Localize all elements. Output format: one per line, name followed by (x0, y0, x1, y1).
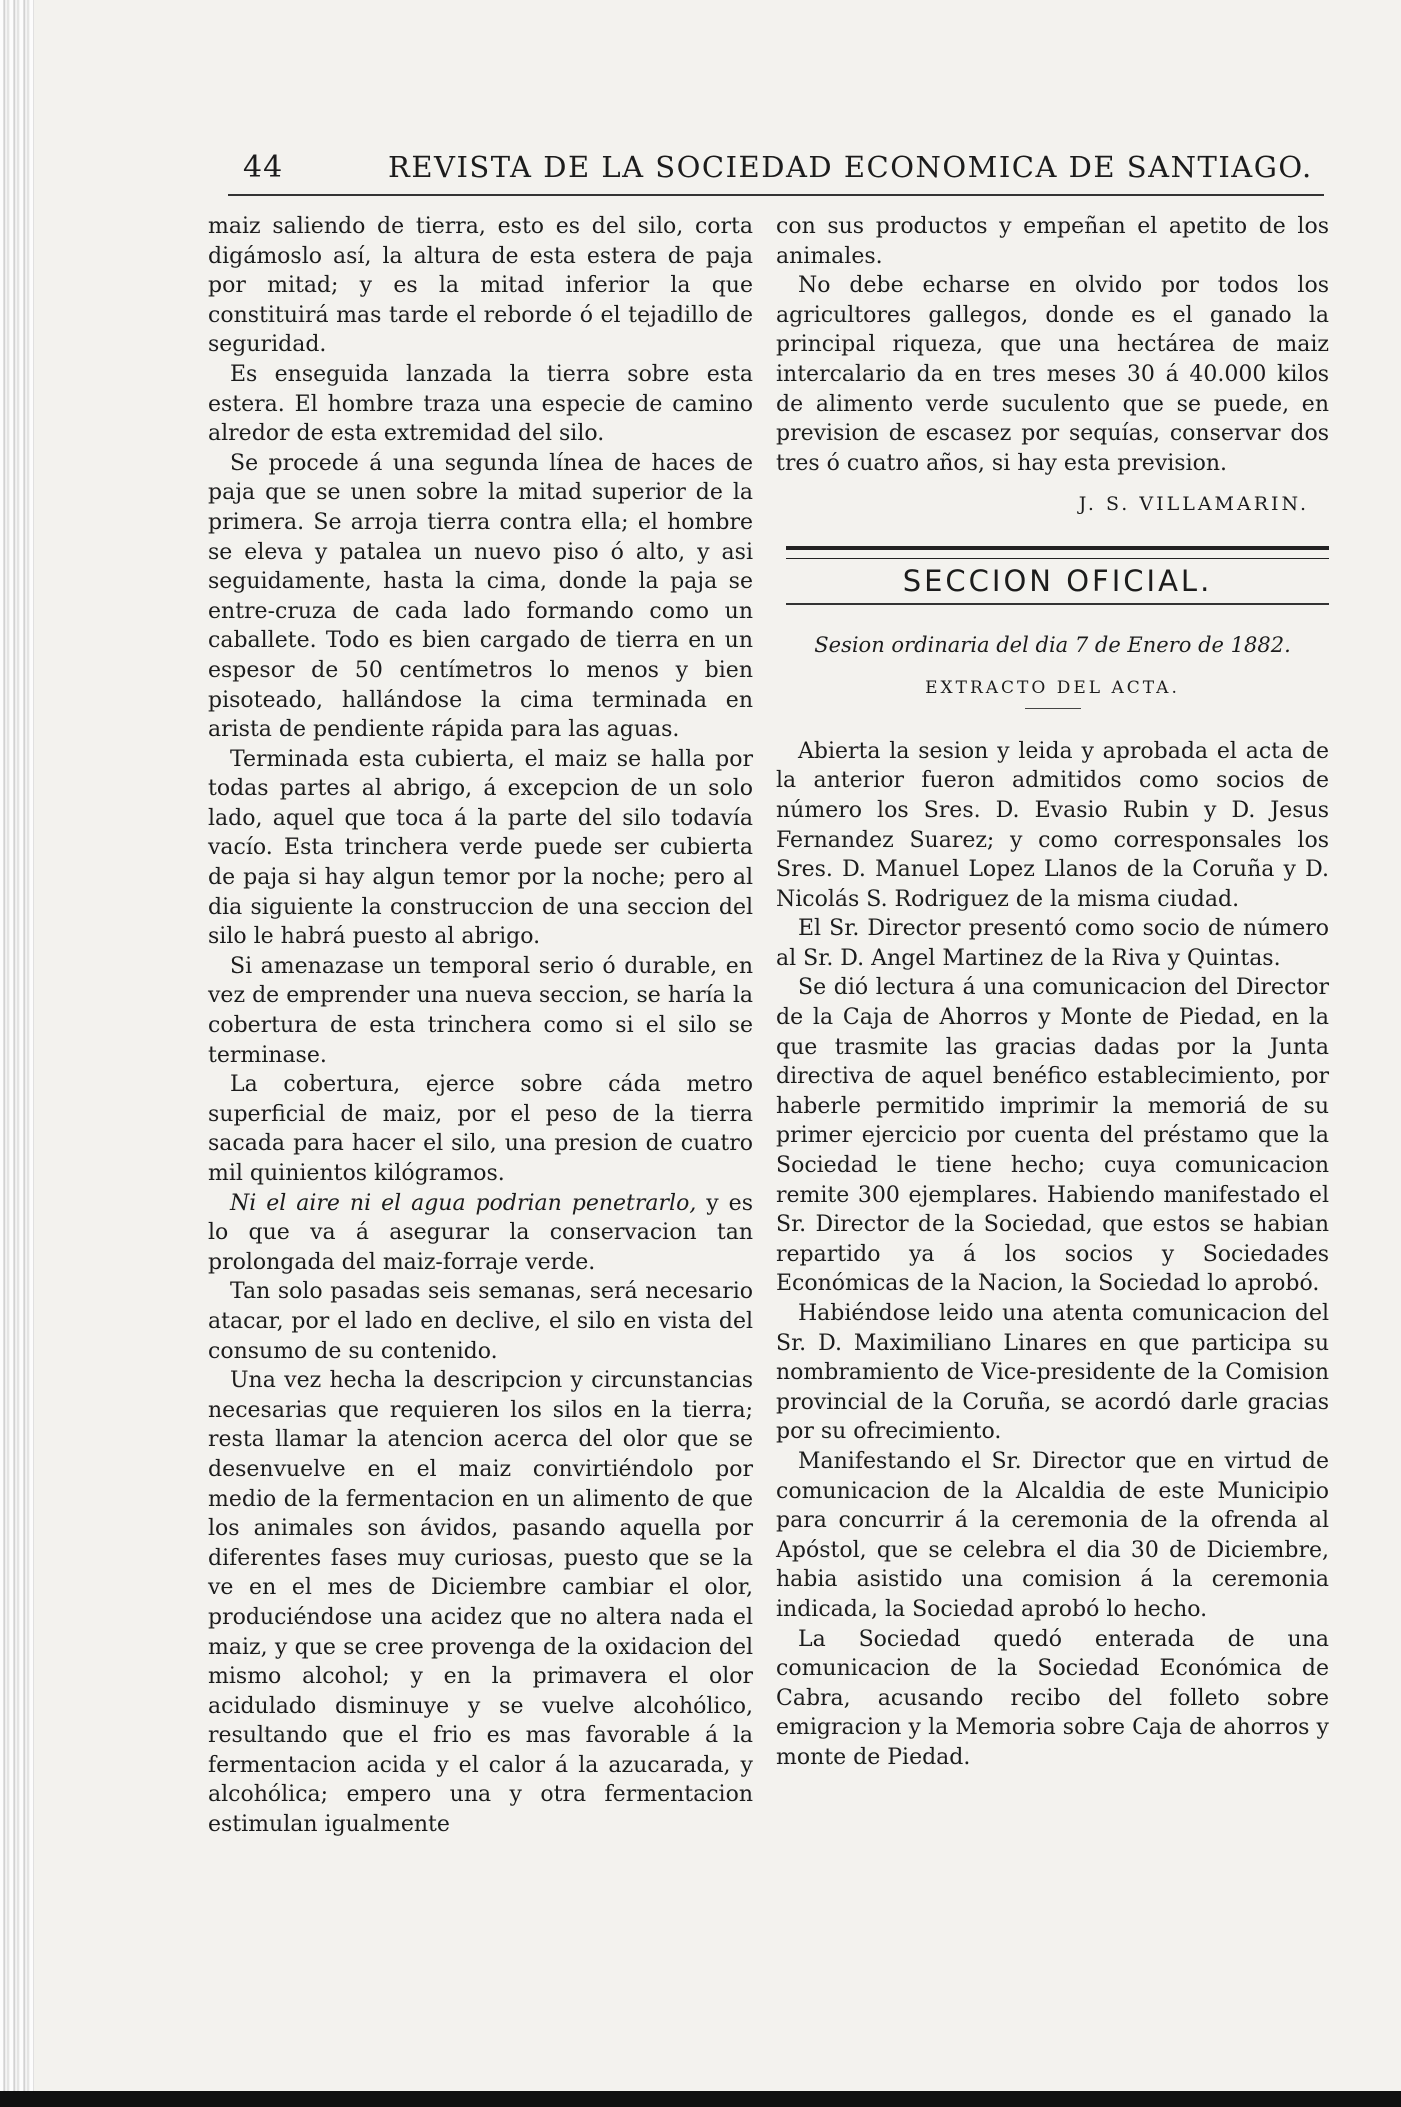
paragraph: Manifestando el Sr. Director que en virtud de comunicacion de la Alcaldia de este Municipio para concurrir á la ceremonia de la ofrenda al Apóstol, que se celebra el dia 30 de Diciembre, habia asistido una comision á la ceremonia indicada, la Sociedad aprobó lo hecho. (776, 1448, 1329, 1622)
extract-heading: EXTRACTO DEL ACTA. (925, 678, 1180, 699)
paragraph: No debe echarse en olvido por todos los agricultores gallegos, donde es el ganado la principal riqueza, que una hectárea de maiz intercalario da en tres meses 30 á 40.000 kilos de alimento verde suculento que se puede, en prevision de escasez por sequías, conservar dos tres ó cuatro años, si hay esta prevision. (776, 273, 1329, 476)
paragraph: Terminada esta cubierta, el maiz se halla por todas partes al abrigo, á excepcion de un solo lado, aquel que toca á la parte del silo todavía vacío. Esta trinchera verde puede ser cubierta de paja si hay algun temor por la noche; pero al dia siguiente la construccion de una seccion del silo le habrá puesto al abrigo. (208, 746, 753, 950)
paragraph: Es enseguida lanzada la tierra sobre esta estera. El hombre traza una especie de camino alredor de esta extremidad del silo. (208, 361, 753, 447)
paragraph (208, 1189, 753, 1278)
paragraph: maiz saliendo de tierra, esto es del silo, corta digámoslo así, la altura de esta estera de paja por mitad; y es la mitad inferior la que constituirá mas tarde el reborde ó el tejadillo de seguridad. (208, 214, 753, 358)
page-header (228, 150, 1324, 196)
paragraph: con sus productos y empeñan el apetito de los animales. (776, 214, 1329, 269)
session-heading: Sesion ordinaria del dia 7 de Enero de 1882. (814, 632, 1291, 657)
section-divider (786, 546, 1329, 559)
paragraph: Se dió lectura á una comunicacion del Director de la Caja de Ahorros y Monte de Piedad, en la que trasmite las gracias dadas por la Junta directiva de aquel benéfico establecimiento, por haberle permitido imprimir la memoriá de su primer ejercicio por cuenta del préstamo que la Sociedad le tiene hecho; cuya comunicacion remite 300 ejemplares. Habiendo manifestado el Sr. Director de la Sociedad, que estos se habian repartido ya á los socios y Sociedades Económicas de la Nacion, la Sociedad lo aprobó. (776, 975, 1329, 1297)
paragraph: La cobertura, ejerce sobre cáda metro superficial de maiz, por el peso de la tierra sacada para hacer el silo, una presion de cuatro mil quinientos kilógramos. (208, 1072, 753, 1186)
paragraph: La Sociedad quedó enterada de una comunicacion de la Sociedad Económica de Cabra, acusando recibo del folleto sobre emigracion y la Memoria sobre Caja de ahorros y monte de Piedad. (776, 1626, 1329, 1770)
paragraph: Tan solo pasadas seis semanas, será necesario atacar, por el lado en declive, el silo en vista del consumo de su contenido. (208, 1279, 753, 1364)
scan-gutter (0, 0, 34, 2107)
paragraph: El Sr. Director presentó como socio de número al Sr. D. Angel Martinez de la Riva y Quintas. (776, 916, 1329, 971)
scan-bottom-edge (0, 2091, 1401, 2107)
paragraph-rest: y es lo que va á asegurar la conservacion tan prolongada del maiz-forraje verde. (208, 1190, 753, 1275)
left-column (208, 212, 753, 1892)
section-title: SECCION OFICIAL. (786, 567, 1329, 605)
short-divider (1025, 708, 1081, 709)
paragraph: Una vez hecha la descripcion y circunstancias necesarias que requieren los silos en la tierra; resta llamar la atencion acerca del olor que se desenvuelve en el maiz convirtiéndolo por medio de la fermentacion en un alimento de que los animales son ávidos, pasando aquella por diferentes fases muy curiosas, puesto que se la ve en el mes de Diciembre cambiar el olor, produciéndose una acidez que no altera nada el maiz, y que se cree provenga de la oxidacion del mismo alcohol; y en la primavera el olor acidulado disminuye y se vuelve alcohólico, resultando que el frio es mas favorable á la fermentacion acida y el calor á la azucarada, y alcohólica; empero una y otra fermentacion estimulan igualmente (208, 1368, 753, 1838)
paragraph: Se procede á una segunda línea de haces de paja que se unen sobre la mitad superior de la primera. Se arroja tierra contra ella; el hombre se eleva y patalea un nuevo piso ó alto, y asi seguidamente, hasta la cima, donde la paja se entre-cruza de cada lado formando como un caballete. Todo es bien cargado de tierra en un espesor de 50 centímetros lo menos y bien pisoteado, hallándose la cima terminada en arista de pendiente rápida para las aguas. (208, 450, 753, 743)
page-number: 44 (243, 150, 284, 185)
paragraph: Habiéndose leido una atenta comunicacion del Sr. D. Maximiliano Linares en que participa su nombramiento de Vice-presidente de la Comision provincial de la Coruña, se acordó darle gracias por su ofrecimiento. (776, 1301, 1329, 1445)
running-title: REVISTA DE LA SOCIEDAD ECONOMICA DE SANTIAGO. (388, 150, 1313, 184)
italic-phrase: Ni el aire ni el agua podrian penetrarlo, (230, 1190, 697, 1216)
paragraph: Abierta la sesion y leida y aprobada el acta de la anterior fueron admitidos como socios de número los Sres. D. Evasio Rubin y D. Jesus Fernandez Suarez; y como corresponsales los Sres. D. Manuel Lopez Llanos de la Coruña y D. Nicolás S. Rodriguez de la misma ciudad. (776, 738, 1329, 912)
right-column (776, 212, 1329, 1773)
paragraph: Si amenazase un temporal serio ó durable, en vez de emprender una nueva seccion, se haría la cobertura de esta trinchera como si el silo se terminase. (208, 953, 753, 1068)
author-signature: J. S. VILLAMARIN. (1078, 493, 1309, 516)
